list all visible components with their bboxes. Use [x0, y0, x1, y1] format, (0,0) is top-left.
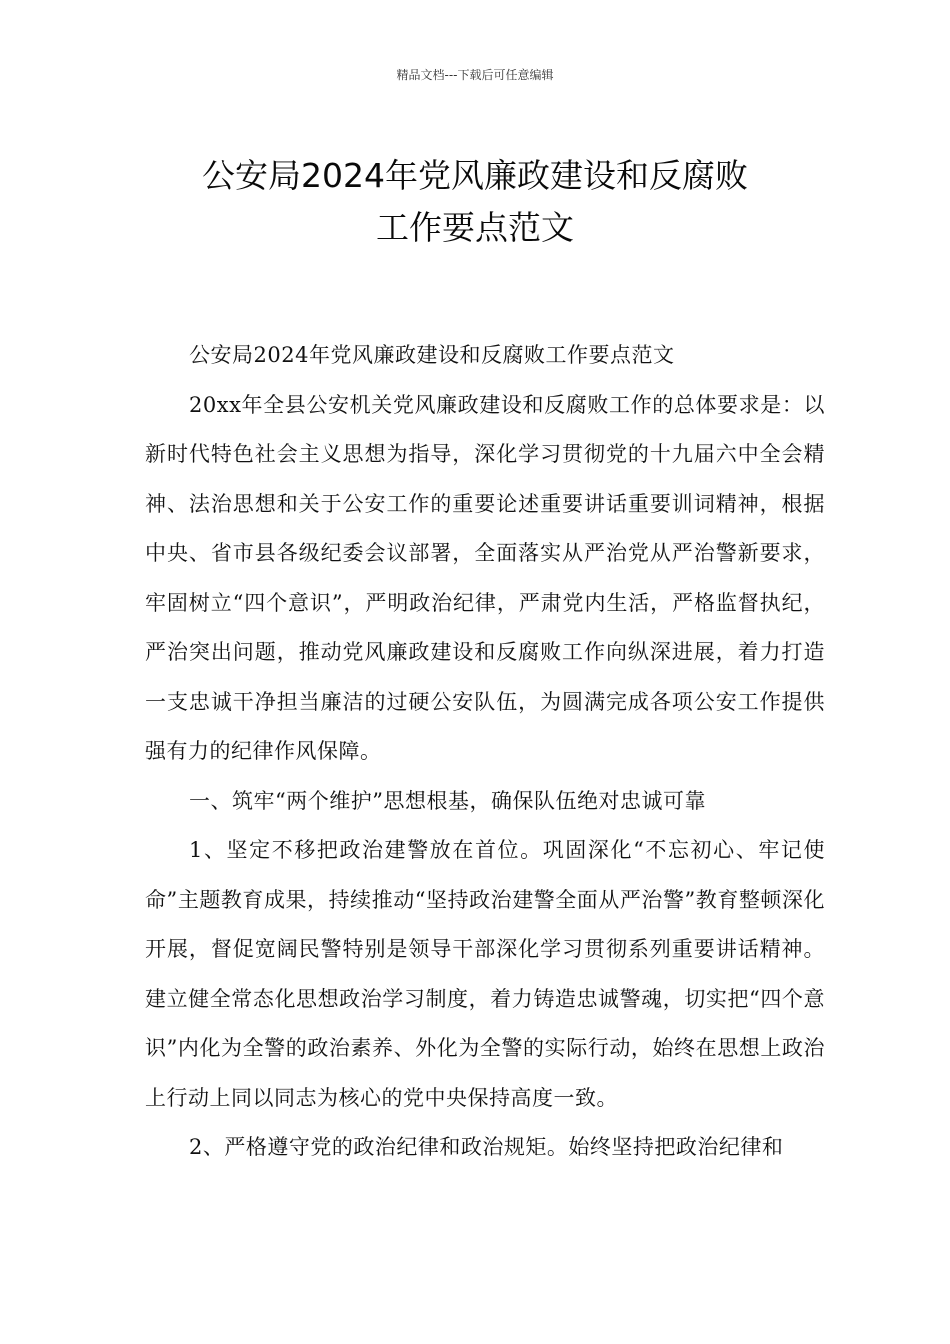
body-paragraph: 1、坚定不移把政治建警放在首位。巩固深化“不忘初心、牢记使命”主题教育成果，持续推动“坚持政治建警全面从严治警”教育整顿深化开展，督促宽阔民警特别是领导干部深化学习贯彻系列重要讲话精神。建立健全常态化思想政治学习制度，着力铸造忠诚警魂，切实把“四个意识”内化为全警的政治素养、外化为全警的实际行动，始终在思想上政治上行动上同以同志为核心的党中央保持高度一致。	[145, 838, 825, 1110]
body-paragraph: 2、严格遵守党的政治纪律和政治规矩。始终坚持把政治纪律和	[189, 1135, 784, 1159]
document-body	[145, 331, 825, 1173]
document-title	[100, 150, 850, 254]
section-heading: 一、筑牢“两个维护”思想根基，确保队伍绝对忠诚可靠	[189, 788, 706, 813]
document-header-note: 精品文档---下载后可任意编辑	[396, 68, 554, 82]
body-paragraph: 公安局2024年党风廉政建设和反腐败工作要点范文	[189, 343, 675, 367]
body-paragraph: 20xx年全县公安机关党风廉政建设和反腐败工作的总体要求是：以新时代特色社会主义思想为指导，深化学习贯彻党的十九届六中全会精神、法治思想和关于公安工作的重要论述重要讲话重要训词精神，根据中央、省市县各级纪委会议部署，全面落实从严治党从严治警新要求，牢固树立“四个意识”，严明政治纪律，严肃党内生活，严格监督执纪，严治突出问题，推动党风廉政建设和反腐败工作向纵深进展，着力打造一支忠诚干净担当廉洁的过硬公安队伍，为圆满完成各项公安工作提供强有力的纪律作风保障。	[145, 392, 825, 763]
title-line: 工作要点范文	[376, 208, 574, 248]
title-line: 公安局2024年党风廉政建设和反腐败	[202, 156, 748, 196]
